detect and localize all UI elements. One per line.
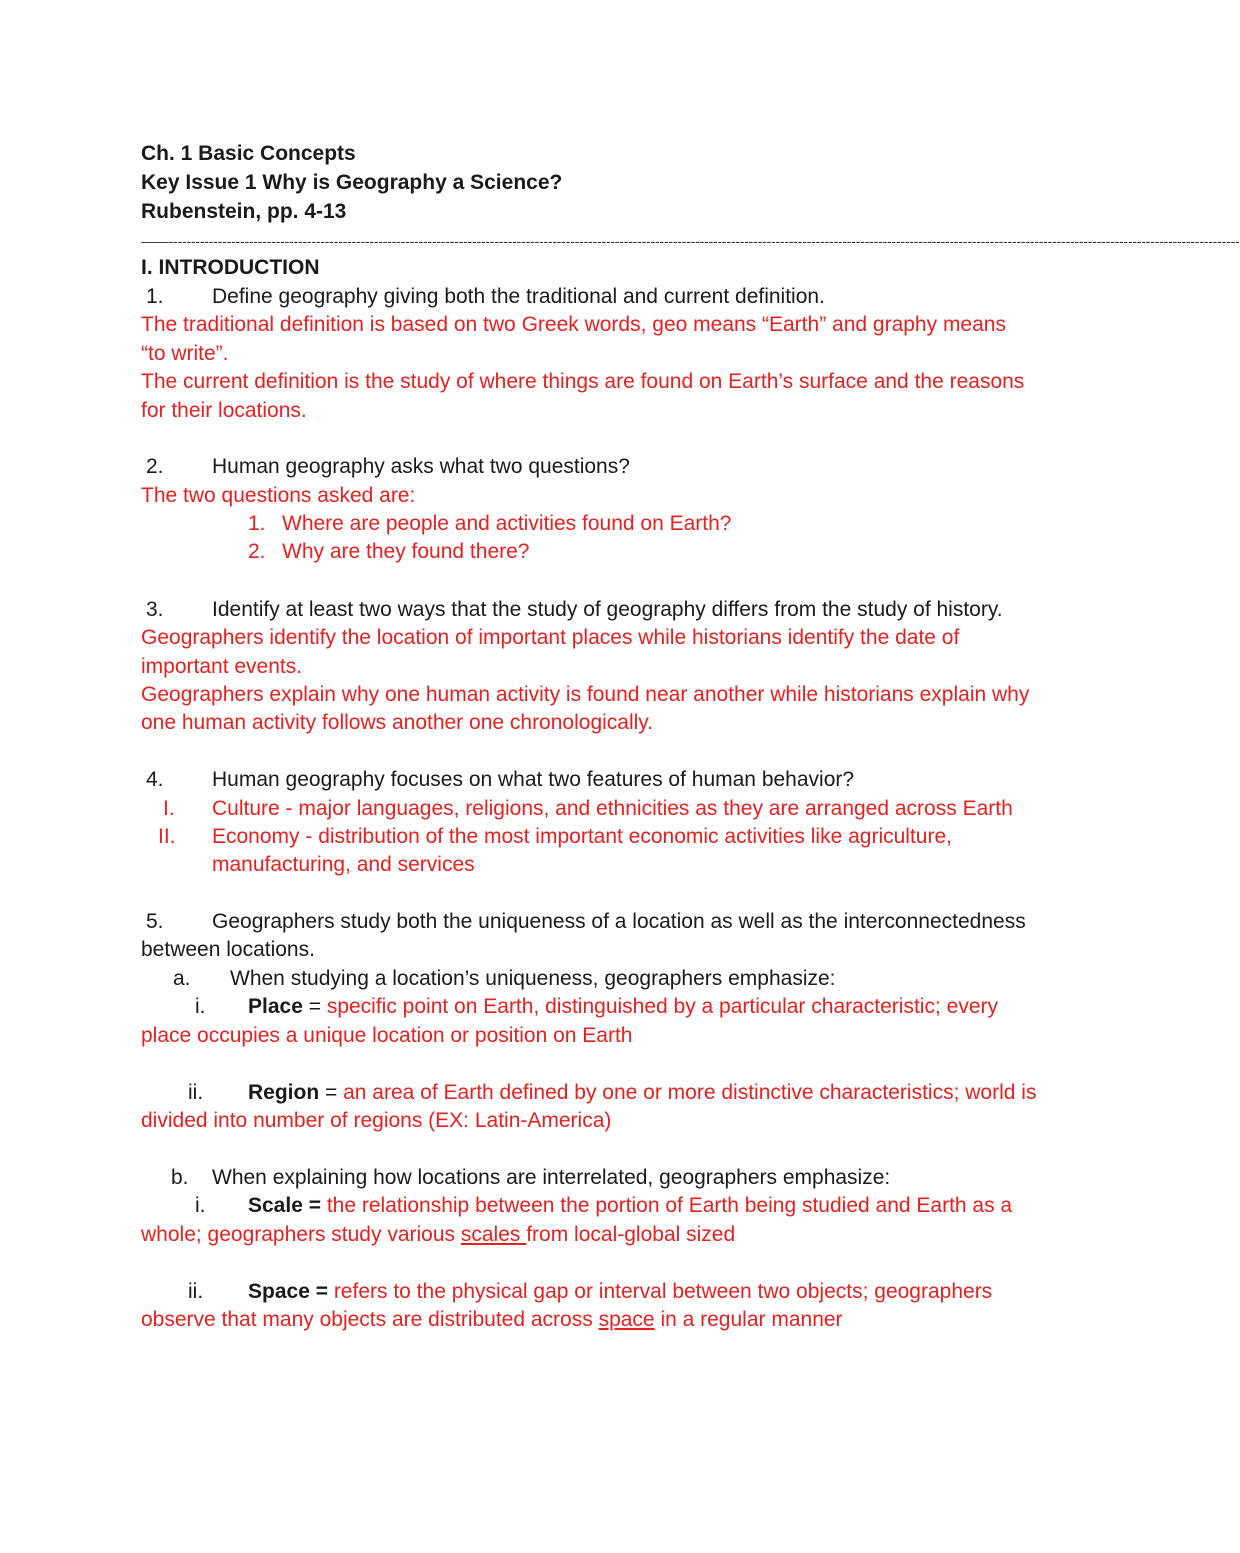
list-item: Where are people and activities found on Earth?: [282, 512, 732, 535]
answer-text: The current definition is the study of where things are found on Earth’s surface and the reasons: [141, 370, 1025, 393]
list-item: Why are they found there?: [282, 540, 530, 563]
term-definition-cont: observe that many objects are distributed across space in a regular manner: [141, 1308, 843, 1331]
answer-text: important events.: [141, 655, 303, 678]
question-text: Human geography focuses on what two features of human behavior?: [212, 768, 855, 791]
term-label: Space =: [248, 1280, 334, 1303]
list-marker: i.: [195, 1194, 206, 1217]
list-marker: 1.: [248, 512, 266, 535]
doc-subtitle: Key Issue 1 Why is Geography a Science?: [141, 171, 563, 194]
list-marker: i.: [195, 995, 206, 1018]
term-definition: Place = specific point on Earth, distinguished by a particular characteristic; every: [248, 995, 998, 1018]
answer-text: “to write”.: [141, 342, 229, 365]
list-marker: 2.: [248, 540, 266, 563]
question-number: 3.: [146, 598, 164, 621]
answer-text: The two questions asked are:: [141, 484, 416, 507]
term-label: Place: [248, 995, 303, 1018]
term-label: Scale =: [248, 1194, 327, 1217]
question-number: 5.: [146, 910, 164, 933]
answer-text: The traditional definition is based on two Greek words, geo means “Earth” and graphy means: [141, 313, 1006, 336]
question-number: 2.: [146, 455, 164, 478]
question-text: Define geography giving both the traditional and current definition.: [212, 285, 825, 308]
term-definition-cont: whole; geographers study various scales from local-global sized: [141, 1223, 736, 1246]
section-heading: I. INTRODUCTION: [141, 256, 320, 279]
divider-line: ——------------------------------------------------------------------------------------------------------------------------------------------------------------------------------------------------------------------------------------------------: [141, 233, 1240, 249]
answer-text: Geographers identify the location of important places while historians identify the date of: [141, 626, 960, 649]
question-number: 4.: [146, 768, 164, 791]
question-text: between locations.: [141, 938, 315, 961]
list-item: manufacturing, and services: [212, 853, 475, 876]
answer-text: Geographers explain why one human activity is found near another while historians explain why: [141, 683, 1030, 706]
term-definition: Space = refers to the physical gap or interval between two objects; geographers: [248, 1280, 993, 1303]
list-marker: b.: [171, 1166, 189, 1189]
list-item: When studying a location’s uniqueness, geographers emphasize:: [230, 967, 836, 990]
question-number: 1.: [146, 285, 164, 308]
list-marker: a.: [173, 967, 191, 990]
question-text: Identify at least two ways that the study of geography differs from the study of history.: [212, 598, 1003, 621]
question-text: Human geography asks what two questions?: [212, 455, 630, 478]
term-definition: Region = an area of Earth defined by one or more distinctive characteristics; world is: [248, 1081, 1037, 1104]
answer-text: one human activity follows another one chronologically.: [141, 711, 654, 734]
list-item: Economy - distribution of the most important economic activities like agriculture,: [212, 825, 952, 848]
list-marker: ii.: [188, 1280, 204, 1303]
term-label: Region: [248, 1081, 320, 1104]
list-marker: I.: [163, 797, 175, 820]
term-definition: Scale = the relationship between the portion of Earth being studied and Earth as a: [248, 1194, 1013, 1217]
question-text: Geographers study both the uniqueness of a location as well as the interconnectedness: [212, 910, 1026, 933]
term-definition-cont: divided into number of regions (EX: Latin-America): [141, 1109, 612, 1132]
list-item: Culture - major languages, religions, and ethnicities as they are arranged across Earth: [212, 797, 1013, 820]
term-definition-cont: place occupies a unique location or position on Earth: [141, 1024, 633, 1047]
list-item: When explaining how locations are interrelated, geographers emphasize:: [212, 1166, 891, 1189]
doc-title: Ch. 1 Basic Concepts: [141, 142, 356, 165]
doc-source: Rubenstein, pp. 4-13: [141, 200, 347, 223]
list-marker: II.: [158, 825, 176, 848]
answer-text: for their locations.: [141, 399, 307, 422]
list-marker: ii.: [188, 1081, 204, 1104]
